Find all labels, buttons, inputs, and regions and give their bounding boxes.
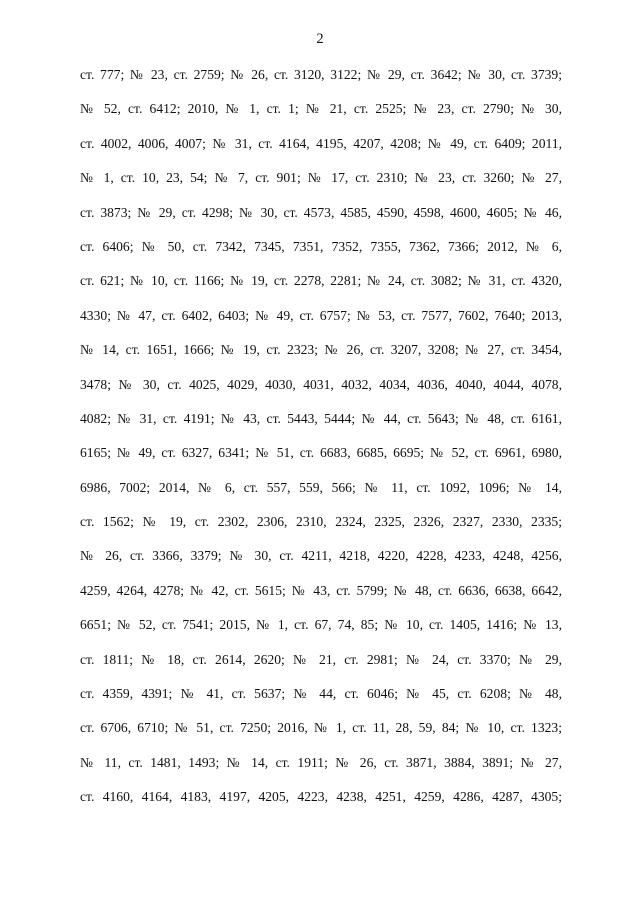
- text-line: 4259, 4264, 4278; № 42, ст. 5615; № 43, ст. 5799; № 48, ст. 6636, 6638, 6642,: [80, 582, 562, 598]
- text-line: № 26, ст. 3366, 3379; № 30, ст. 4211, 4218, 4220, 4228, 4233, 4248, 4256,: [80, 548, 562, 564]
- text-line: ст. 4160, 4164, 4183, 4197, 4205, 4223, 4238, 4251, 4259, 4286, 4287, 4305;: [80, 789, 562, 805]
- text-line: ст. 621; № 10, ст. 1166; № 19, ст. 2278, 2281; № 24, ст. 3082; № 31, ст. 4320,: [80, 273, 562, 289]
- text-line: 4330; № 47, ст. 6402, 6403; № 49, ст. 6757; № 53, ст. 7577, 7602, 7640; 2013,: [80, 307, 562, 323]
- text-line: 6651; № 52, ст. 7541; 2015, № 1, ст. 67, 74, 85; № 10, ст. 1405, 1416; № 13,: [80, 617, 562, 633]
- text-line: ст. 6706, 6710; № 51, ст. 7250; 2016, № 1, ст. 11, 28, 59, 84; № 10, ст. 1323;: [80, 720, 562, 736]
- text-line: № 14, ст. 1651, 1666; № 19, ст. 2323; № 26, ст. 3207, 3208; № 27, ст. 3454,: [80, 342, 562, 358]
- text-line: 6986, 7002; 2014, № 6, ст. 557, 559, 566; № 11, ст. 1092, 1096; № 14,: [80, 479, 562, 495]
- text-line: ст. 6406; № 50, ст. 7342, 7345, 7351, 7352, 7355, 7362, 7366; 2012, № 6,: [80, 238, 562, 254]
- text-line: № 11, ст. 1481, 1493; № 14, ст. 1911; № 26, ст. 3871, 3884, 3891; № 27,: [80, 754, 562, 770]
- legal-citation-text: [80, 66, 562, 823]
- text-line: ст. 4359, 4391; № 41, ст. 5637; № 44, ст. 6046; № 45, ст. 6208; № 48,: [80, 686, 562, 702]
- text-line: ст. 777; № 23, ст. 2759; № 26, ст. 3120, 3122; № 29, ст. 3642; № 30, ст. 3739;: [80, 67, 562, 82]
- text-line: № 52, ст. 6412; 2010, № 1, ст. 1; № 21, ст. 2525; № 23, ст. 2790; № 30,: [80, 101, 562, 117]
- text-line: № 1, ст. 10, 23, 54; № 7, ст. 901; № 17, ст. 2310; № 23, ст. 3260; № 27,: [80, 170, 562, 186]
- text-line: ст. 1562; № 19, ст. 2302, 2306, 2310, 2324, 2325, 2326, 2327, 2330, 2335;: [80, 514, 562, 530]
- text-line: ст. 3873; № 29, ст. 4298; № 30, ст. 4573, 4585, 4590, 4598, 4600, 4605; № 46,: [80, 204, 562, 220]
- text-line: 4082; № 31, ст. 4191; № 43, ст. 5443, 5444; № 44, ст. 5643; № 48, ст. 6161,: [80, 410, 562, 426]
- text-line: 6165; № 49, ст. 6327, 6341; № 51, ст. 6683, 6685, 6695; № 52, ст. 6961, 6980,: [80, 445, 562, 461]
- text-line: ст. 1811; № 18, ст. 2614, 2620; № 21, ст. 2981; № 24, ст. 3370; № 29,: [80, 651, 562, 667]
- text-line: 3478; № 30, ст. 4025, 4029, 4030, 4031, 4032, 4034, 4036, 4040, 4044, 4078,: [80, 376, 562, 392]
- text-line: ст. 4002, 4006, 4007; № 31, ст. 4164, 4195, 4207, 4208; № 49, ст. 6409; 2011,: [80, 135, 562, 151]
- page-number: 2: [316, 31, 324, 47]
